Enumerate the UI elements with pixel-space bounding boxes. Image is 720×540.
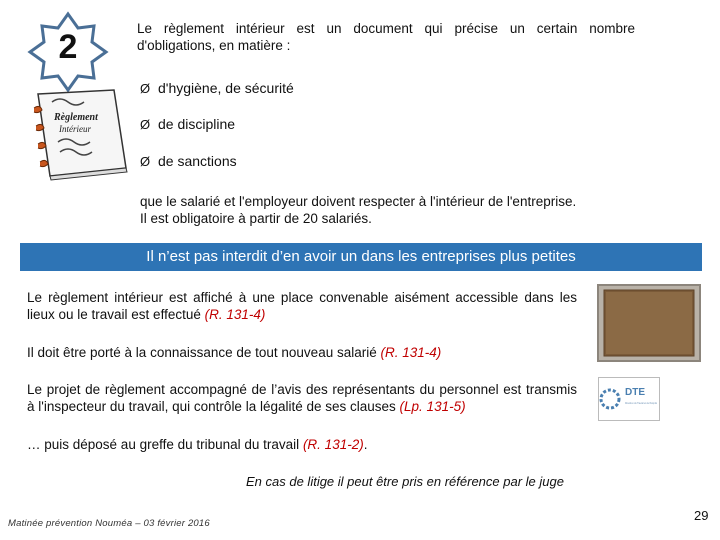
- obligation-line-2: Il est obligatoire à partir de 20 salariés.: [140, 211, 372, 226]
- bullet-hygiene: [140, 80, 294, 96]
- footer-text: Matinée prévention Nouméa – 03 février 2016: [8, 518, 210, 529]
- highlight-banner: Il n’est pas interdit d’en avoir un dans les entreprises plus petites: [20, 243, 702, 271]
- arrow-bullet-icon: Ø: [140, 81, 151, 96]
- paragraph-tail: .: [363, 437, 368, 452]
- arrow-bullet-icon: Ø: [140, 154, 151, 169]
- dte-logo-title: DTE: [625, 387, 645, 398]
- bullet-discipline: [140, 116, 235, 132]
- paragraph-inspector: [27, 381, 577, 415]
- paragraph-new-employee: [27, 344, 577, 361]
- paragraph-tribunal: [27, 436, 577, 453]
- rulebook-title-line1: Règlement: [54, 112, 98, 123]
- dte-logo-subtitle: Direction du Travail et de l'Emploi: [625, 401, 658, 405]
- obligation-text: [140, 193, 640, 227]
- section-number: 2: [58, 28, 78, 66]
- paragraph-text: Le règlement intérieur est affiché à une place convenable aisément accessible dans les lieux ou le travail est effectué: [27, 290, 577, 322]
- paragraph-text: Le projet de règlement accompagné de l’avis des représentants du personnel est transmis à l'inspecteur du travail, qui contrôle la légalité de ses clauses: [27, 382, 577, 414]
- dte-logo: [598, 377, 660, 421]
- obligation-line-1: que le salarié et l'employeur doivent respecter à l'intérieur de l'entreprise.: [140, 194, 577, 209]
- arrow-bullet-icon: Ø: [140, 117, 151, 132]
- legal-reference: (R. 131-4): [204, 307, 266, 322]
- bullet-text: de sanctions: [158, 153, 237, 169]
- legal-reference: (R. 131-2): [302, 437, 364, 452]
- bullet-text: de discipline: [158, 116, 236, 132]
- notice-board-image: [597, 284, 701, 362]
- page-number: 29: [694, 508, 709, 523]
- rulebook-title-line2: Intérieur: [59, 124, 91, 134]
- paragraph-text: … puis déposé au greffe du tribunal du travail: [27, 437, 303, 452]
- bullet-sanctions: [140, 153, 237, 169]
- legal-reference: (Lp. 131-5): [399, 399, 466, 414]
- intro-text: Le règlement intérieur est un document qui précise un certain nombre d'obligations, en matière :: [137, 21, 635, 53]
- paragraph-text: Il doit être porté à la connaissance de tout nouveau salarié: [27, 345, 381, 360]
- rulebook-illustration: [26, 86, 130, 182]
- bullet-text: d'hygiène, de sécurité: [158, 80, 294, 96]
- legal-reference: (R. 131-4): [380, 345, 442, 360]
- litige-note: En cas de litige il peut être pris en référence par le juge: [246, 474, 564, 489]
- paragraph-display: [27, 289, 577, 323]
